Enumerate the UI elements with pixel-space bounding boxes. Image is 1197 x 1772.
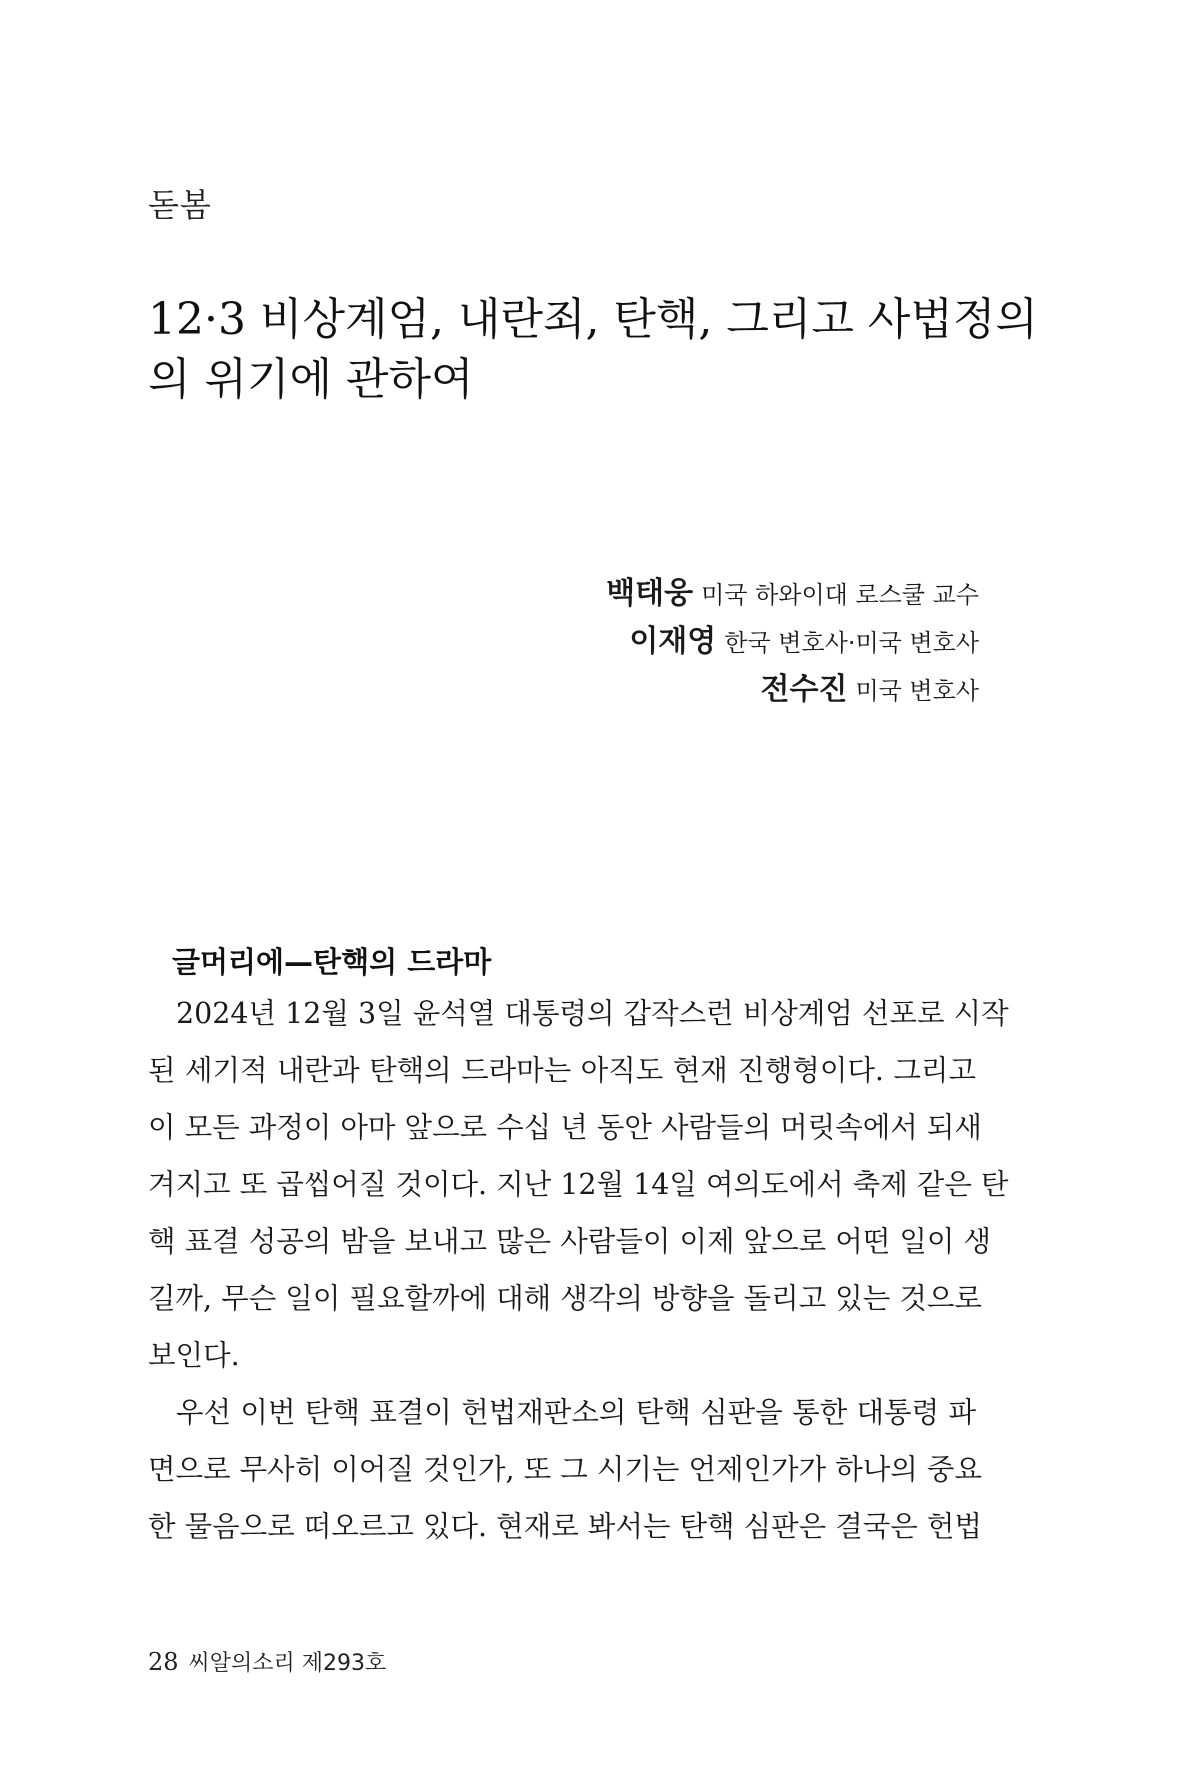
body-line: 이 모든 과정이 아마 앞으로 수십 년 동안 사람들의 머릿속에서 되새: [148, 1111, 982, 1144]
author-name: 이재영: [629, 624, 717, 659]
author-row: [606, 570, 979, 618]
author-name: 백태웅: [606, 576, 694, 611]
body-line: 된 세기적 내란과 탄핵의 드라마는 아직도 현재 진행형이다. 그리고: [148, 1054, 976, 1087]
article-title: [148, 290, 1038, 410]
author-list: [606, 570, 979, 714]
publication-name: 씨알의소리 제293호: [188, 1651, 387, 1676]
author-affiliation: 미국 하와이대 로스쿨 교수: [701, 581, 979, 609]
page-footer: [148, 1646, 386, 1677]
body-line: 핵 표결 성공의 밤을 보내고 많은 사람들이 이제 앞으로 어떤 일이 생: [148, 1225, 991, 1258]
article-title-line-1: 12·3 비상계엄, 내란죄, 탄핵, 그리고 사법정의: [148, 294, 1038, 345]
body-line: 우선 이번 탄핵 표결이 헌법재판소의 탄핵 심판을 통한 대통령 파: [176, 1396, 976, 1429]
body-line: 한 물음으로 떠오르고 있다. 현재로 봐서는 탄핵 심판은 결국은 헌법: [148, 1510, 982, 1543]
body-line: 2024년 12월 3일 윤석열 대통령의 갑작스런 비상계엄 선포로 시작: [176, 997, 1009, 1030]
section-subheading: 글머리에—탄핵의 드라마: [172, 945, 492, 979]
article-title-line-2: 의 위기에 관하여: [148, 354, 474, 405]
author-row: [606, 618, 979, 666]
section-label: 돋봄: [148, 186, 212, 224]
author-affiliation: 미국 변호사: [855, 677, 979, 705]
body-line: 면으로 무사히 이어질 것인가, 또 그 시기는 언제인가가 하나의 중요: [148, 1453, 982, 1486]
body-text: [148, 985, 1009, 1555]
body-line: 길까, 무슨 일이 필요할까에 대해 생각의 방향을 돌리고 있는 것으로: [148, 1282, 982, 1315]
page-number: 28: [148, 1648, 179, 1676]
author-name: 전수진: [760, 672, 848, 707]
author-row: [606, 666, 979, 714]
body-line: 겨지고 또 곱씹어질 것이다. 지난 12월 14일 여의도에서 축제 같은 탄: [148, 1168, 1009, 1201]
body-line: 보인다.: [148, 1339, 240, 1372]
author-affiliation: 한국 변호사·미국 변호사: [724, 629, 979, 657]
